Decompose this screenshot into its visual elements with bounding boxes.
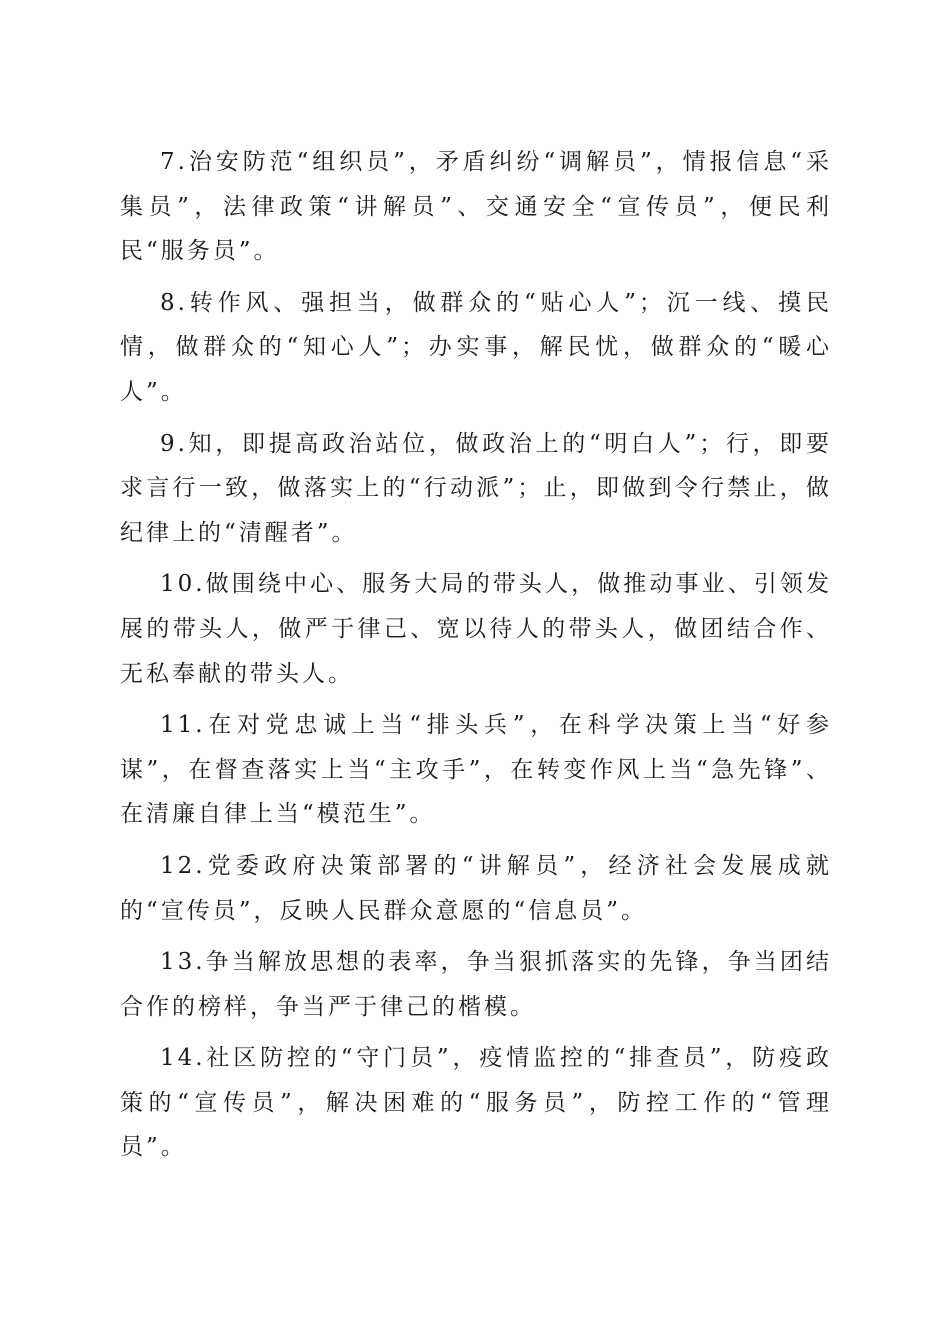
paragraph-item-12: 12.党委政府决策部署的“讲解员”，经济社会发展成就的“宣传员”，反映人民群众意愿的“信息员”。 — [120, 852, 832, 924]
paragraph-item-10: 10.做围绕中心、服务大局的带头人，做推动事业、引领发展的带头人，做严于律己、宽以待人的带头人，做团结合作、无私奉献的带头人。 — [120, 571, 832, 687]
paragraph-item-11: 11.在对党忠诚上当“排头兵”，在科学决策上当“好参谋”，在督查落实上当“主攻手”，在转变作风上当“急先锋”、在清廉自律上当“模范生”。 — [120, 712, 832, 828]
paragraph-item-8: 8.转作风、强担当，做群众的“贴心人”；沉一线、摸民情，做群众的“知心人”；办实事，解民忧，做群众的“暖心人”。 — [120, 289, 832, 405]
paragraph-item-7: 7.治安防范“组织员”，矛盾纠纷“调解员”，情报信息“采集员”，法律政策“讲解员”、交通安全“宣传员”，便民利民“服务员”。 — [120, 149, 832, 265]
paragraph-item-13: 13.争当解放思想的表率，争当狠抓落实的先锋，争当团结合作的榜样，争当严于律己的楷模。 — [120, 949, 832, 1020]
document-body — [120, 140, 832, 1177]
paragraph-item-9: 9.知，即提高政治站位，做政治上的“明白人”；行，即要求言行一致，做落实上的“行动派”；止，即做到令行禁止，做纪律上的“清醒者”。 — [120, 430, 832, 546]
paragraph-item-14: 14.社区防控的“守门员”，疫情监控的“排查员”，防疫政策的“宣传员”，解决困难的“服务员”，防控工作的“管理员”。 — [120, 1045, 832, 1161]
